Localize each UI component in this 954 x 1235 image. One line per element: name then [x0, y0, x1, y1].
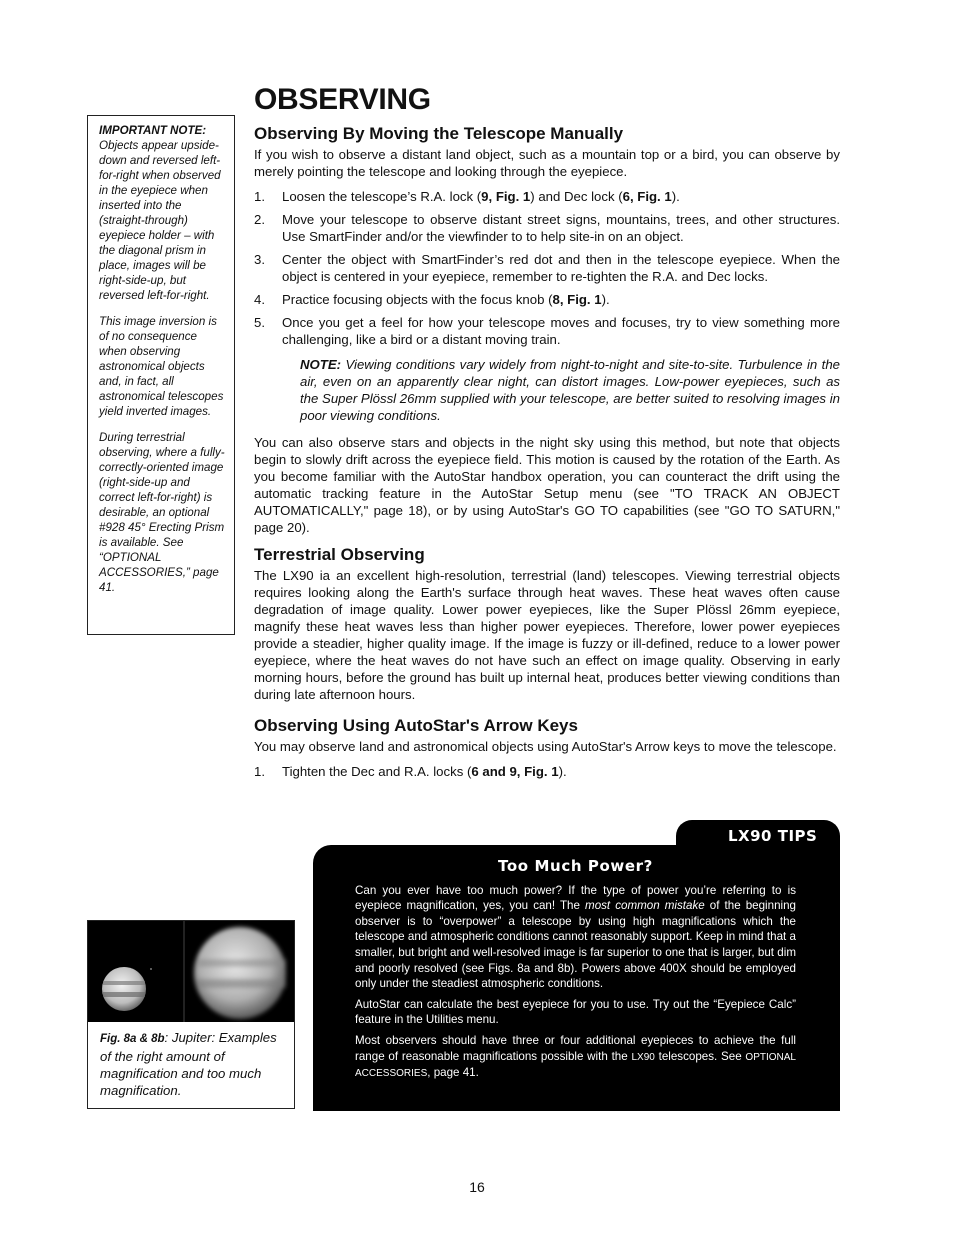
- tips-text: of the beginning observer is to “overpower” a telescope by using high magnifications which the telescope and atmospheric conditions cannot reasonably support. Keep in mind that a smaller, but bright and well-resolved image is far superior to one that is larger, but dim and poorly resolved (see Figs. 8a and 8b). Powers above 400X should be employed only under the steadiest atmospheric conditions.: [355, 899, 796, 991]
- step-ref: 9, Fig. 1: [481, 189, 531, 204]
- step-number: 4.: [254, 292, 265, 307]
- tips-heading: Too Much Power?: [498, 857, 653, 875]
- step-number: 3.: [254, 252, 265, 267]
- note-text-1: Objects appear upside-down and reversed left-for-right when observed in the eyepiece when inserted into the (straight-through) eyepiece holder – with the diagonal prism in place, images will be right-side-up, but reversed left-for-right.: [99, 139, 221, 302]
- step-number: 2.: [254, 212, 265, 227]
- tips-paragraph-3: [355, 1033, 796, 1082]
- manual-steps-list: [254, 188, 840, 348]
- step-text: ).: [671, 189, 680, 204]
- tips-paragraph-2: AutoStar can calculate the best eyepiece for you to use. Try out the “Eyepiece Calc” feature in the Utilities menu.: [355, 997, 796, 1027]
- arrow-keys-steps-list: [254, 763, 840, 780]
- step-text: Practice focusing objects with the focus knob (: [282, 292, 553, 307]
- section-terrestrial-text: The LX90 ia an excellent high-resolution, terrestrial (land) telescopes. Viewing terrestrial objects requires looking along the Earth's surface through heat waves. These heat waves often cause degradation of image quality. Lower power eyepieces, like the Super Plössl 26mm eyepiece, magnify these heat waves less than higher power eyepieces. Therefore, lower power eyepieces provide a steadier, higher quality image. If the image is fuzzy or ill-defined, reduce to a lower power eyepiece, where the heat waves do not have such an effect on image quality. Observing in early morning hours, before the ground has built up internal heat, produces better viewing conditions than during late afternoon hours.: [254, 568, 840, 702]
- tips-box: [313, 845, 840, 1111]
- jupiter-images-svg: [88, 921, 294, 1022]
- list-item: [254, 211, 840, 245]
- list-item: [254, 314, 840, 348]
- step-text: Tighten the Dec and R.A. locks (: [282, 764, 472, 779]
- step-text: ).: [558, 764, 567, 779]
- step-number: 5.: [254, 315, 265, 330]
- note-paragraph-3: During terrestrial observing, where a fully-correctly-oriented image (right-side-up and correct left-for-right) is desirable, an optional #928 45° Erecting Prism is available. See “OPTIONAL ACCESSORIES,” page 41.: [99, 431, 225, 594]
- tips-text: Can you ever have too much power? If the type of power you’re referring to is eyepiece magnification, yes, you can! The: [355, 883, 796, 913]
- step-text: Loosen the telescope’s R.A. lock (: [282, 189, 482, 204]
- tips-paragraph-1: [355, 883, 796, 992]
- viewing-note-label: NOTE:: [300, 357, 342, 372]
- step-ref: 8, Fig. 1: [552, 292, 602, 307]
- step-number: 1.: [254, 189, 265, 204]
- tips-small-caps: LX90: [631, 1051, 655, 1063]
- step-text: Center the object with SmartFinder’s red dot and then in the telescope eyepiece. When the object is centered in your eyepiece, remember to re-tighten the R.A. and Dec locks.: [282, 252, 840, 284]
- note-paragraph-2: This image inversion is of no consequence when observing astronomical objects and, in fact, all astronomical telescopes yield inverted images.: [99, 315, 224, 418]
- section-heading-terrestrial: Terrestrial Observing: [254, 545, 425, 564]
- step-number: 1.: [254, 764, 265, 779]
- important-note-box: [87, 115, 235, 635]
- tips-emphasis: most common mistake: [585, 899, 705, 913]
- step-text: ) and Dec lock (: [530, 189, 623, 204]
- list-item: [254, 251, 840, 285]
- step-ref: 6, Fig. 1: [622, 189, 672, 204]
- section-manual-intro: If you wish to observe a distant land object, such as a mountain top or a bird, you can observe by merely pointing the telescope and looking through the eyepiece.: [254, 147, 840, 179]
- tips-text: telescopes. See: [654, 1049, 746, 1063]
- list-item: [254, 763, 840, 780]
- viewing-note: [254, 356, 840, 424]
- note-label: IMPORTANT NOTE:: [99, 124, 207, 137]
- step-text: ).: [601, 292, 610, 307]
- step-text: Once you get a feel for how your telescope moves and focuses, try to view something more challenging, like a bird or a distant moving train.: [282, 315, 840, 347]
- step-text: Move your telescope to observe distant street signs, mountains, trees, and other structures. Use SmartFinder and/or the viewfinder to to help site-in on an object.: [282, 212, 840, 244]
- jupiter-large-image: [194, 927, 286, 1019]
- section-heading-arrow-keys: Observing Using AutoStar's Arrow Keys: [254, 716, 578, 735]
- jupiter-figure-images: [88, 921, 294, 1022]
- figure-label: Fig. 8a & 8b: [100, 1033, 165, 1045]
- list-item: [254, 291, 840, 308]
- tips-tab-label: LX90 TIPS: [728, 827, 818, 845]
- page-title: OBSERVING: [254, 83, 431, 116]
- tips-text: Most observers should have three or four additional eyepieces to achieve the full range of reasonable magnifications possible with the: [355, 1033, 796, 1063]
- figure-caption: [100, 1029, 286, 1099]
- figure-caption-text: : Jupiter: Examples of the right amount of magnification and too much magnification.: [100, 1030, 277, 1098]
- list-item: [254, 188, 840, 205]
- figure-box: [87, 920, 295, 1109]
- section-manual-outro: You can also observe stars and objects in the night sky using this method, but note that objects begin to slowly drift across the eyepiece field. This motion is caused by the rotation of the Earth. As you become familiar with the AutoStar handbox operation, you can counteract the drift using the automatic tracking feature in the AutoStar Setup menu (see "TO TRACK AN OBJECT AUTOMATICALLY," page 18), or by using AutoStar's GO TO capabilities (see "GO TO SATURN," page 20).: [254, 435, 840, 535]
- note-paragraph-1: [99, 123, 226, 303]
- step-ref: 6 and 9, Fig. 1: [471, 764, 559, 779]
- section-heading-manual: Observing By Moving the Telescope Manually: [254, 124, 624, 143]
- section-arrow-keys-intro: You may observe land and astronomical objects using AutoStar's Arrow keys to move the telescope.: [254, 739, 837, 754]
- main-column: [254, 123, 840, 788]
- tips-text: , page 41.: [427, 1066, 479, 1080]
- page-number: 16: [469, 1179, 485, 1195]
- viewing-note-text: Viewing conditions vary widely from night-to-night and site-to-site. Turbulence in the air, even on an apparently clear night, can distort images. Low-power eyepieces, such as the Super Plössl 26mm supplied with your telescope, are better suited to resolving images in poor viewing conditions.: [300, 357, 840, 423]
- tips-small-caps: OPTIONAL ACCESSORIES: [355, 1051, 796, 1080]
